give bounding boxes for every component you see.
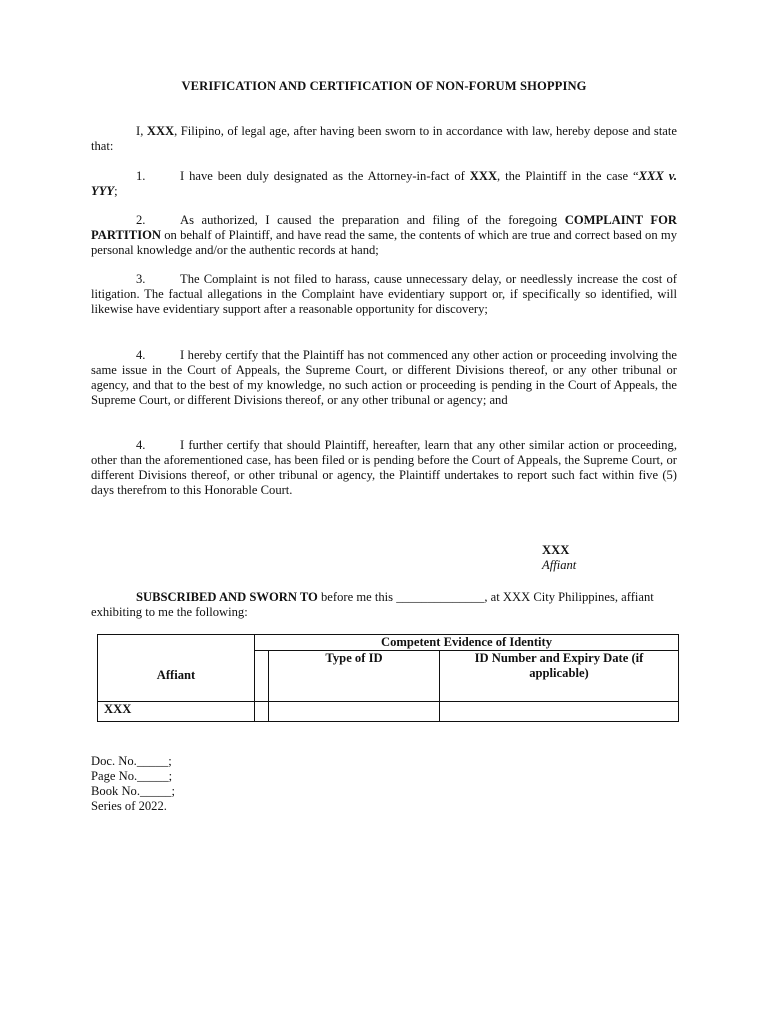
- header-id-number: ID Number and Expiry Date (if applicable): [440, 651, 679, 702]
- complaint-title: COMPLAINT FOR PARTITION: [91, 213, 677, 242]
- header-competent-evidence: Competent Evidence of Identity: [255, 635, 679, 651]
- principal-name: XXX: [469, 169, 498, 183]
- paragraph-number: 1.: [136, 169, 146, 183]
- page-no: Page No._____;: [91, 769, 173, 783]
- cell-type-of-id: [269, 702, 440, 722]
- date-blank: ______________: [396, 590, 485, 604]
- jurat-paragraph: SUBSCRIBED AND SWORN TO before me this ______________, at XXX City Philippines, affiant exhibiting to me the following:: [91, 590, 654, 619]
- paragraph-3: 3. The Complaint is not filed to harass, cause unnecessary delay, or needlessly increase the cost of litigation. The factual allegations in the Complaint have evidentiary support or, if specifically so identified, will likewise have evidentiary support after a reasonable opportunity for discovery;: [91, 272, 677, 316]
- paragraph-1: 1. I have been duly designated as the Attorney-in-fact of XXX, the Plaintiff in the case “XXX v. YYY;: [91, 169, 677, 198]
- cell-affiant: XXX: [98, 702, 255, 722]
- table-row: [98, 702, 679, 722]
- paragraph-number: 4.: [136, 438, 146, 452]
- affiant-label: Affiant: [542, 558, 577, 572]
- paragraph-4: 4. I hereby certify that the Plaintiff has not commenced any other action or proceeding involving the same issue in the Court of Appeals, the Supreme Court, or different Divisions thereof, or any other tribunal or agency, and that to the best of my knowledge, no such action or proceeding is pending in the Court of Appeals, the Supreme Court, or different Divisions thereof, or any other tribunal or agency; and: [91, 348, 677, 407]
- intro-paragraph: I, XXX, Filipino, of legal age, after having been sworn to in accordance with law, hereby depose and state that:: [91, 124, 677, 153]
- doc-no: Doc. No._____;: [91, 754, 172, 768]
- series: Series of 2022.: [91, 799, 167, 813]
- affiant-name: XXX: [542, 543, 570, 557]
- document-title: VERIFICATION AND CERTIFICATION OF NON-FORUM SHOPPING: [181, 79, 587, 93]
- paragraph-2: 2. As authorized, I caused the preparation and filing of the foregoing COMPLAINT FOR PARTITION on behalf of Plaintiff, and have read the same, the contents of which are true and correct based on my personal knowledge and/or the authentic records at hand;: [91, 213, 677, 257]
- header-affiant: Affiant: [98, 635, 255, 702]
- paragraph-5: 4. I further certify that should Plaintiff, hereafter, learn that any other similar action or proceeding, other than the aforementioned case, has been filed or is pending before the Court of Appeals, the Supreme Court, or different Divisions thereof, or other tribunal or agency, the Plaintiff undertakes to report such fact within five (5) days therefrom to this Honorable Court.: [91, 438, 677, 497]
- book-no: Book No._____;: [91, 784, 175, 798]
- paragraph-number: 2.: [136, 213, 146, 227]
- header-type-of-id: Type of ID: [269, 651, 440, 702]
- declarant-name: XXX: [146, 124, 175, 138]
- notarial-register: [91, 754, 175, 814]
- spacer-cell: [255, 702, 269, 722]
- paragraph-number: 4.: [136, 348, 146, 362]
- case-title: XXX v. YYY: [91, 169, 677, 198]
- identity-evidence-table: [97, 634, 679, 722]
- cell-id-number: [440, 702, 679, 722]
- paragraph-number: 3.: [136, 272, 146, 286]
- spacer-cell: [255, 651, 269, 702]
- signature-block: [542, 543, 576, 573]
